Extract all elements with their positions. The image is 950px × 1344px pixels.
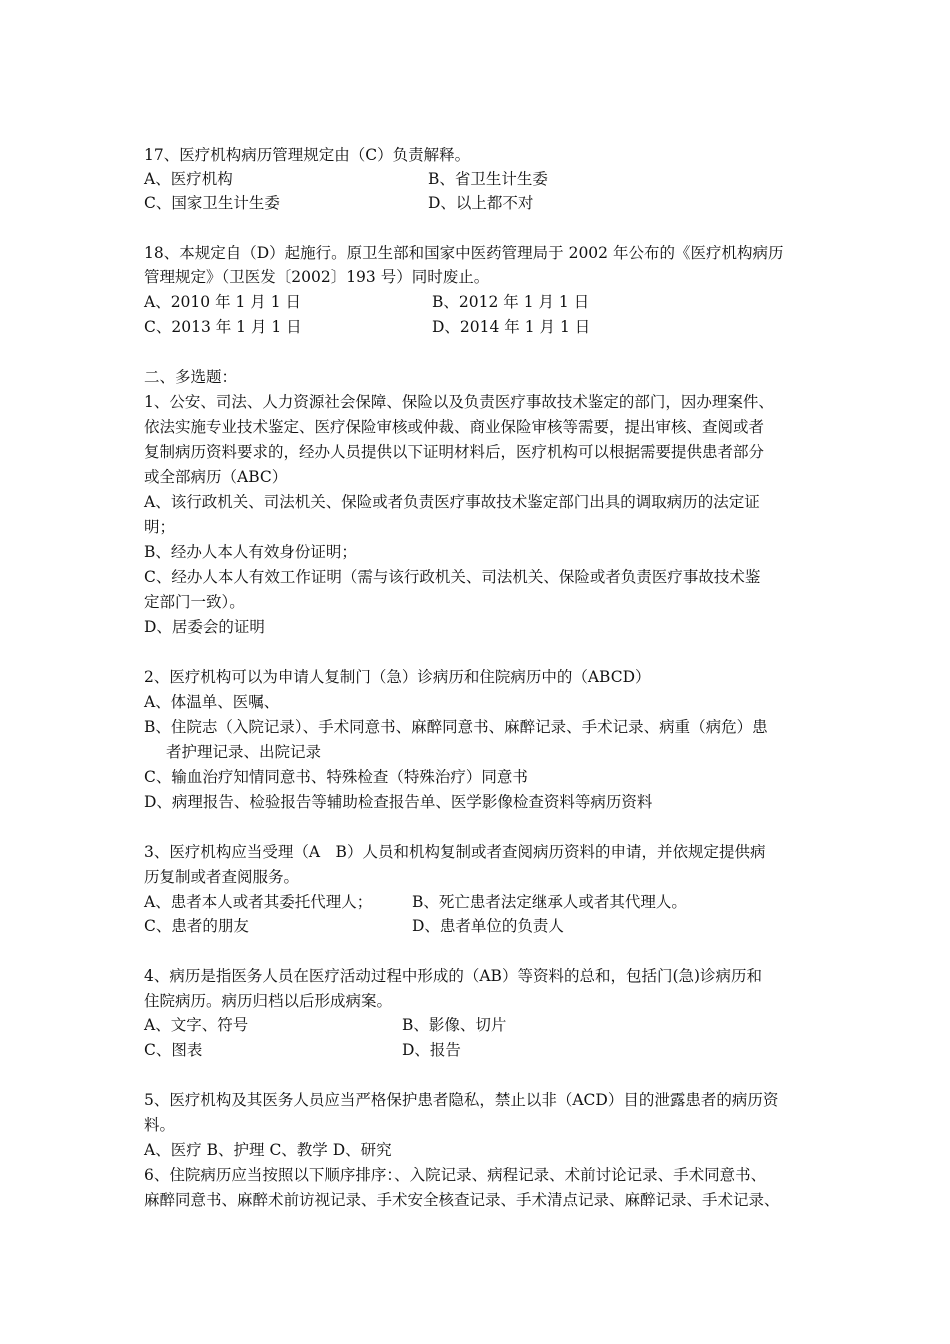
paragraph-line: D、居委会的证明 [144, 618, 265, 636]
option-row [144, 315, 591, 339]
option-d: D、以上都不对 [428, 194, 534, 212]
paragraph-line: 2、医疗机构可以为申请人复制门（急）诊病历和住院病历中的（ABCD） [144, 668, 651, 686]
paragraph-line: 1、公安、司法、人力资源社会保障、保险以及负责医疗事故技术鉴定的部门，因办理案件、 [144, 393, 774, 411]
option-a: A、文字、符号 [144, 1016, 249, 1034]
option-d: D、报告 [402, 1041, 461, 1059]
section-heading: 二、多选题： [144, 368, 238, 386]
option-row [144, 167, 548, 191]
paragraph-line: 复制病历资料要求的，经办人员提供以下证明材料后，医疗机构可以根据需要提供患者部分 [144, 443, 765, 461]
paragraph-line: B、经办人本人有效身份证明； [144, 543, 357, 561]
question-4-line-2: 住院病历。病历归档以后形成病案。 [144, 992, 393, 1010]
paragraph-line: C、经办人本人有效工作证明（需与该行政机关、司法机关、保险或者负责医疗事故技术鉴 [144, 568, 761, 586]
paragraph-line: 5、医疗机构及其医务人员应当严格保护患者隐私，禁止以非（ACD）目的泄露患者的病历资 [144, 1091, 779, 1109]
paragraph-line: 者护理记录、出院记录 [166, 743, 322, 761]
option-c: C、国家卫生计生委 [144, 194, 280, 212]
paragraph-line: 麻醉同意书、麻醉术前访视记录、手术安全核查记录、手术清点记录、麻醉记录、手术记录、 [144, 1191, 780, 1209]
question-4-line-1: 4、病历是指医务人员在医疗活动过程中形成的（AB）等资料的总和，包括门(急)诊病历和 [144, 967, 763, 985]
option-a: A、医疗机构 [144, 170, 233, 188]
option-row [144, 191, 534, 215]
paragraph-line: D、病理报告、检验报告等辅助检查报告单、医学影像检查资料等病历资料 [144, 793, 653, 811]
option-row [144, 1038, 461, 1062]
option-row [144, 1013, 507, 1037]
option-c: C、患者的朋友 [144, 917, 249, 935]
paragraph-line: B、住院志（入院记录）、手术同意书、麻醉同意书、麻醉记录、手术记录、病重（病危）患 [144, 718, 768, 736]
question-3-line-1: 3、医疗机构应当受理（A B）人员和机构复制或者查阅病历资料的申请，并依规定提供病 [144, 843, 766, 861]
paragraph-line: A、体温单、医嘱、 [144, 693, 280, 711]
option-row [144, 890, 687, 914]
option-c: C、2013 年 1 月 1 日 [144, 318, 302, 336]
option-a: A、患者本人或者其委托代理人； [144, 893, 373, 911]
option-c: C、图表 [144, 1041, 203, 1059]
paragraph-line: C、输血治疗知情同意书、特殊检查（特殊治疗）同意书 [144, 768, 528, 786]
option-b: B、2012 年 1 月 1 日 [432, 293, 590, 311]
option-d: D、2014 年 1 月 1 日 [432, 318, 591, 336]
question-17: 17、医疗机构病历管理规定由（C）负责解释。 [144, 146, 471, 164]
question-18-line-2: 管理规定》（卫医发〔2002〕193 号）同时废止。 [144, 268, 490, 286]
paragraph-line: A、该行政机关、司法机关、保险或者负责医疗事故技术鉴定部门出具的调取病历的法定证 [144, 493, 760, 511]
paragraph-line: 6、住院病历应当按照以下顺序排序：、入院记录、病程记录、术前讨论记录、手术同意书、 [144, 1166, 767, 1184]
option-b: B、影像、切片 [402, 1016, 507, 1034]
option-row [144, 914, 564, 938]
option-a: A、2010 年 1 月 1 日 [144, 293, 301, 311]
paragraph-line: 或全部病历（ABC） [144, 468, 288, 486]
option-b: B、省卫生计生委 [428, 170, 548, 188]
paragraph-line: 明； [144, 518, 176, 536]
option-d: D、患者单位的负责人 [412, 917, 564, 935]
paragraph-line: 依法实施专业技术鉴定、医疗保险审核或仲裁、商业保险审核等需要，提出审核、查阅或者 [144, 418, 765, 436]
paragraph-line: 定部门一致）。 [144, 593, 245, 611]
paragraph-line: 料。 [144, 1116, 176, 1134]
question-18-line-1: 18、本规定自（D）起施行。原卫生部和国家中医药管理局于 2002 年公布的《医疗机构病历 [144, 244, 784, 262]
question-3-line-2: 历复制或者查阅服务。 [144, 868, 300, 886]
option-row [144, 290, 590, 314]
paragraph-line: A、医疗 B、护理 C、教学 D、研究 [144, 1141, 392, 1159]
option-b: B、死亡患者法定继承人或者其代理人。 [412, 893, 687, 911]
